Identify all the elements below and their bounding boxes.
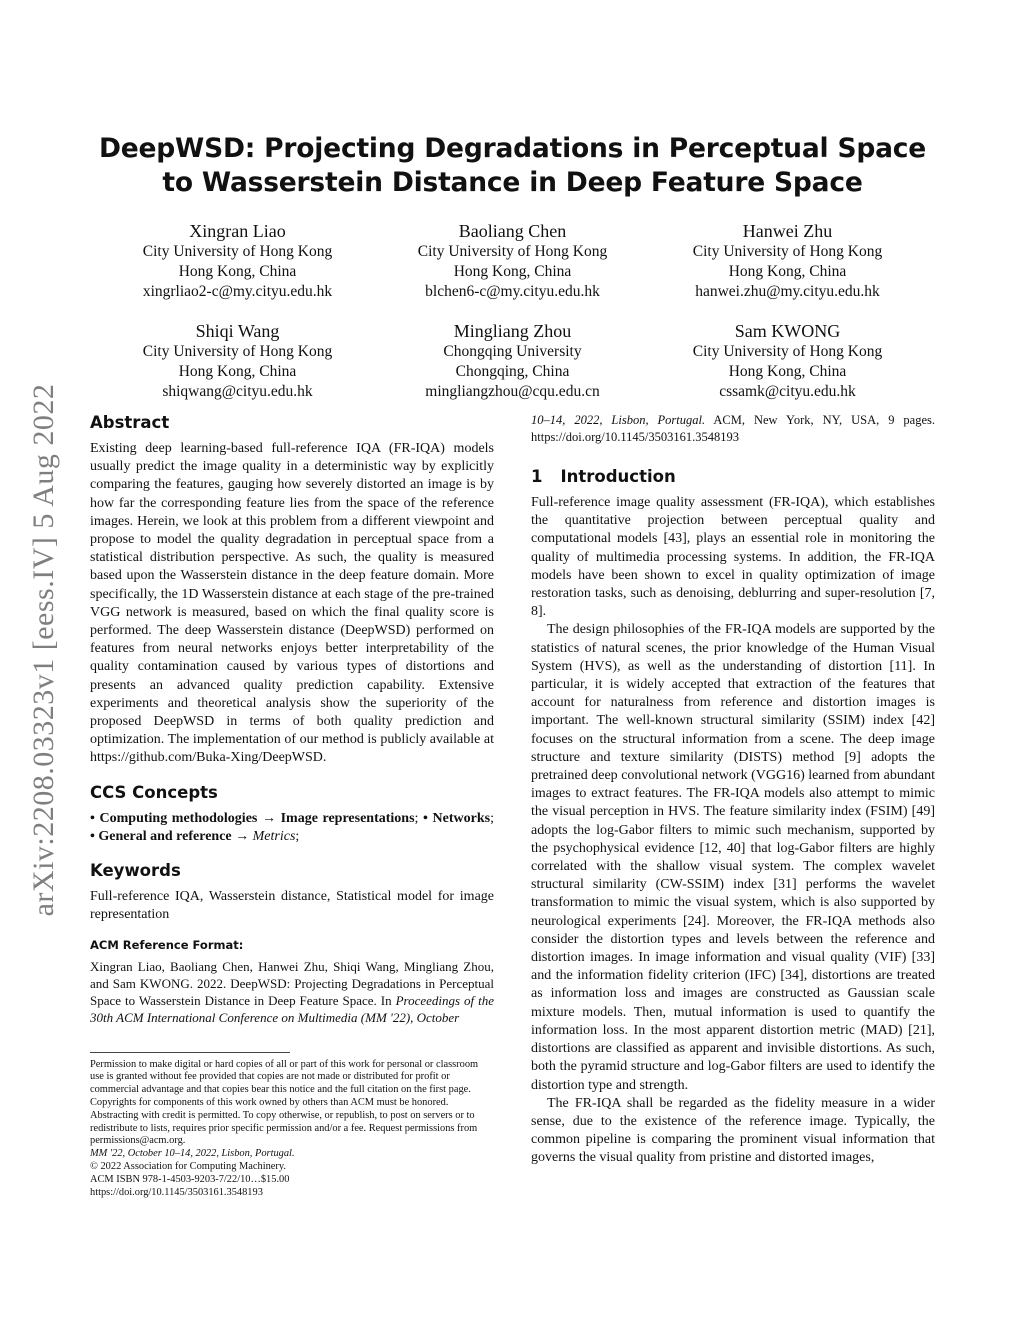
author-email: cssamk@cityu.edu.hk — [719, 383, 856, 400]
author — [100, 320, 375, 402]
paper-title: DeepWSD: Projecting Degradations in Perceptual Space to Wasserstein Distance in Deep Feature Space — [98, 133, 927, 198]
footnote-isbn: ACM ISBN 978-1-4503-9203-7/22/10…$15.00 — [90, 1173, 290, 1185]
author-email: mingliangzhou@cqu.edu.cn — [425, 383, 600, 400]
left-column — [90, 412, 494, 1199]
keywords-text: Full-reference IQA, Wasserstein distance, Statistical model for image representation — [90, 889, 494, 923]
author-name: Xingran Liao — [189, 221, 286, 241]
acm-reference-body: Xingran Liao, Baoliang Chen, Hanwei Zhu, Shiqi Wang, Mingliang Zhou, and Sam KWONG. 2022. DeepWSD: Projecting Degradations in Perceptual Space to Wasserstein Distance in Deep Feature Space. In — [90, 958, 494, 1008]
footnote-rule — [90, 1052, 290, 1053]
abstract-heading: Abstract — [90, 413, 170, 432]
author-affiliation: City University of Hong Kong — [692, 343, 883, 360]
ccs-concepts — [90, 810, 494, 846]
arxiv-stamp: arXiv:2208.03323v1 [eess.IV] 5 Aug 2022 — [27, 383, 60, 917]
ccs-heading: CCS Concepts — [90, 782, 218, 802]
keywords-heading: Keywords — [90, 861, 181, 881]
author — [375, 320, 650, 402]
author-location: Hong Kong, China — [728, 263, 847, 280]
author-name: Shiqi Wang — [195, 321, 280, 341]
acm-reference-continued — [531, 412, 935, 446]
acm-reference-venue-cont: 10–14, 2022, Lisbon, Portugal. — [531, 413, 706, 427]
author-email: xingrliao2-c@my.cityu.edu.hk — [142, 283, 333, 300]
intro-paragraph: Full-reference image quality assessment (FR-IQA), which establishes the quantitative projection between perceptual quality and computational models [43], plays an essential role in monitoring the quality of multimedia processing systems. In addition, the FR-IQA models have been shown to excel in quality optimization of image restoration tasks, such as denoising, deblurring and super-resolution [7, 8]. — [531, 495, 935, 620]
footnote-permission: Permission to make digital or hard copies of all or part of this work for personal or classroom use is granted without fee provided that copies are not made or distributed for profit or commercial advantage and that copies bear this notice and the full citation on the first page. Copyrights for components of this work owned by others than ACM must be honored. Abstracting with credit is permitted. To copy otherwise, or republish, to post on servers or to redistribute to lists, requires prior specific permission and/or a fee. Request permissions from permissions@acm.org. — [90, 1058, 479, 1147]
ccs-item: • Computing methodologies — [90, 810, 258, 826]
author-name: Baoliang Chen — [458, 221, 567, 241]
ccs-item: Image representations — [280, 810, 415, 826]
ccs-sep: ; — [414, 810, 424, 826]
ccs-sep: ; — [490, 810, 494, 826]
acm-reference-heading: ACM Reference Format: — [90, 938, 244, 953]
introduction-heading — [531, 466, 935, 488]
footnote-doi: https://doi.org/10.1145/3503161.3548193 — [90, 1186, 263, 1198]
acm-reference-venue: Proceedings of the 30th ACM International Conference on Multimedia (MM '22), October — [90, 992, 494, 1025]
ccs-end: ; — [295, 828, 300, 844]
footnote — [90, 1059, 494, 1200]
author-affiliation: Chongqing University — [443, 343, 582, 360]
ccs-item: • Networks — [423, 810, 491, 826]
author-email: blchen6-c@my.cityu.edu.hk — [425, 283, 600, 300]
ccs-arrow: → — [231, 828, 253, 844]
section-title: Introduction — [560, 467, 676, 486]
ccs-item: Metrics — [252, 828, 296, 844]
author-location: Hong Kong, China — [178, 263, 297, 280]
author — [100, 220, 375, 302]
author — [650, 220, 925, 302]
author-location: Chongqing, China — [455, 363, 570, 380]
author — [375, 220, 650, 302]
author-block — [100, 220, 925, 402]
acm-reference-text — [90, 958, 494, 1026]
right-column — [531, 412, 935, 1168]
intro-paragraph: The design philosophies of the FR-IQA models are supported by the statistics of natural scenes, the prior knowledge of the Human Visual System (HVS), as well as the understanding of distortion [11]. In particular, it is widely accepted that extraction of the features that account for naturalness from reference and distortion images is important. The well-known structural similarity (SSIM) index [42] focuses on the structural information from a scene. The deep image structure and texture similarity (DISTS) method [9] adopts the pretrained deep convolutional network (VGG16) learned from abundant images to extract features. The FR-IQA models also attempt to mimic the visual perception in HVS. The feature similarity index (FSIM) [49] adopts the log-Gabor filters to mimic such mechanism, supported by the psychophysical evidence [12, 40] that log-Gabor filters are highly correlated with the shallow visual system. The complex wavelet structural similarity (CW-SSIM) index [31] performs the wavelet transformation to mimic the visual system, which is also supported by neurological experiments [24]. Moreover, the FR-IQA methods also consider the distortion types and levels between the reference and distortion images. In image information and visual quality (VIF) [33] and the information fidelity criterion (IFC) [34], distortions are treated as information loss and images are constructed as Gaussian scale mixture models. Then, mutual information is used to quantify the information loss. In the most apparent distortion metric (MAD) [21], distortions are classified as apparent and invisible distortions. As such, both the pyramid structure and log-Gabor filters are used to identify the distortion type and strength. — [531, 622, 935, 1093]
acm-reference-cont: ACM, New York, NY, USA, 9 pages. https://doi.org/10.1145/3503161.3548193 — [531, 413, 935, 444]
author — [650, 320, 925, 402]
author-affiliation: City University of Hong Kong — [417, 243, 608, 260]
footnote-copyright: © 2022 Association for Computing Machinery. — [90, 1161, 286, 1173]
author-email: shiqwang@cityu.edu.hk — [162, 383, 313, 400]
author-name: Hanwei Zhu — [742, 221, 833, 241]
ccs-arrow: → — [257, 810, 281, 826]
abstract-text: Existing deep learning-based full-reference IQA (FR-IQA) models usually predict the image quality in a deterministic way by explicitly comparing the features, gauging how severely distorted an image is by how far the corresponding feature lies from the space of the reference images. Herein, we look at this problem from a different viewpoint and propose to model the quality degradation in perceptual space from a statistical distribution perspective. As such, the quality is measured based upon the Wasserstein distance in the deep feature domain. More specifically, the 1D Wasserstein distance at each stage of the pre-trained VGG network is measured, based on which the final quality score is performed. The deep Wasserstein distance (DeepWSD) performed on features from neural networks enjoys better interpretability of the quality contamination caused by various types of distortions and presents an advanced quality prediction capability. Extensive experiments and theoretical analysis show the superiority of the proposed DeepWSD in terms of both quality prediction and optimization. The implementation of our method is publicly available at https://github.com/Buka-Xing/DeepWSD. — [90, 441, 494, 766]
author-location: Hong Kong, China — [728, 363, 847, 380]
footnote-conference: MM '22, October 10–14, 2022, Lisbon, Portugal. — [90, 1148, 295, 1160]
author-location: Hong Kong, China — [178, 363, 297, 380]
intro-paragraph: The FR-IQA shall be regarded as the fidelity measure in a wider sense, due to the existence of the reference image. Typically, the common pipeline is comparing the prominent visual information that governs the visual quality from pristine and distorted images, — [531, 1095, 935, 1166]
author-email: hanwei.zhu@my.cityu.edu.hk — [695, 283, 880, 300]
author-location: Hong Kong, China — [453, 263, 572, 280]
author-affiliation: City University of Hong Kong — [692, 243, 883, 260]
ccs-item: • General and reference — [90, 828, 232, 844]
author-affiliation: City University of Hong Kong — [142, 243, 333, 260]
section-number: 1 — [531, 467, 543, 486]
author-affiliation: City University of Hong Kong — [142, 343, 333, 360]
author-name: Mingliang Zhou — [453, 321, 572, 341]
author-name: Sam KWONG — [734, 321, 841, 341]
